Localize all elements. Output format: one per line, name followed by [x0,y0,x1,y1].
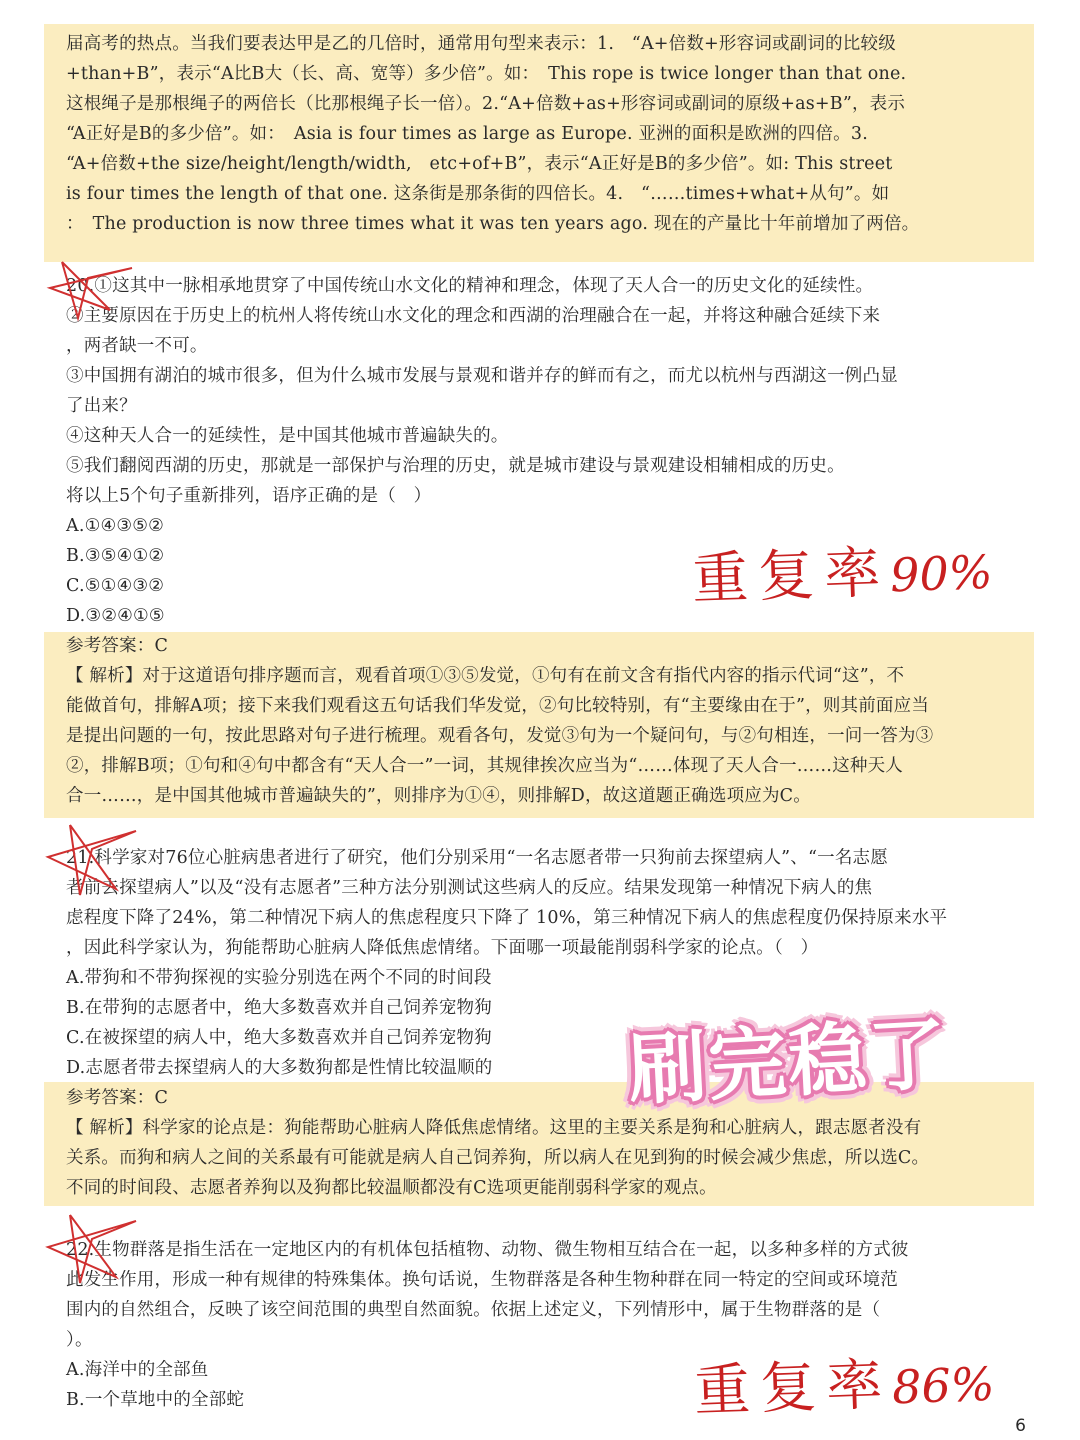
option-d: D.③②④①⑤ [66,606,165,626]
sticker-text: 刷完稳了 [626,1009,951,1117]
question-text: 虑程度下降了24%，第二种情况下病人的焦虑程度只下降了 10%，第三种情况下病人的焦虑程度仍保持原来水平 [66,908,948,928]
option-a: A.①④③⑤② [66,516,165,536]
question-text: ④这种天人合一的延续性，是中国其他城市普遍缺失的。 [66,426,509,446]
repeat-rate-label: 重复率 [691,540,892,613]
option-a: A.带狗和不带狗探视的实验分别选在两个不同的时间段 [66,968,492,988]
text-line: “A+倍数+the size/height/length/width, etc+of+B”，表示“A正好是B的多少倍”。如: This street [66,154,893,174]
repeat-rate-note [691,525,994,615]
repeat-rate-value: 86% [891,1356,996,1415]
option-b: B.③⑤④①② [66,546,165,566]
page-number: 6 [1015,1416,1026,1436]
analysis-text: ②，排解B项；①句和④句中都含有“天人合一”一词，其规律挨次应当为“……体现了天人合一……这种天人 [66,756,903,776]
question-prompt: 将以上5个句子重新排列，语序正确的是（ ） [66,486,432,506]
analysis-text: 【 解析】科学家的论点是：狗能帮助心脏病人降低焦虑情绪。这里的主要关系是狗和心脏病人，跟志愿者没有 [66,1118,922,1138]
answer-label: 参考答案：C [66,1088,169,1108]
question-text: ，两者缺一不可。 [66,336,208,356]
option-a: A.海洋中的全部鱼 [66,1360,209,1380]
star-mark-icon [40,248,140,328]
question-text: 21.科学家对76位心脏病患者进行了研究，他们分别采用“一名志愿者带一只狗前去探望病人”、“一名志愿 [66,848,888,868]
analysis-text: 不同的时间段、志愿者养狗以及狗都比较温顺都没有C选项更能削弱科学家的观点。 [66,1178,717,1198]
text-line: +than+B”，表示“A比B大（长、高、宽等）多少倍”。如： This rope is twice longer than that one. [66,64,907,84]
repeat-rate-note [693,1337,996,1427]
question-text: ）。 [66,1330,93,1350]
question-text: 围内的自然组合，反映了该空间范围的典型自然面貌。依据上述定义，下列情形中，属于生物群落的是（ [66,1300,881,1320]
question-text: 20.①这其中一脉相承地贯穿了中国传统山水文化的精神和理念，体现了天人合一的历史文化的延续性。 [66,276,874,296]
text-line: 届高考的热点。当我们要表达甲是乙的几倍时，通常用句型来表示：1. “A+倍数+形容词或副词的比较级 [66,34,896,54]
question-text: 22.生物群落是指生活在一定地区内的有机体包括植物、动物、微生物相互结合在一起，以多种多样的方式彼 [66,1240,909,1260]
analysis-text: 【 解析】对于这道语句排序题而言，观看首项①③⑤发觉，①句有在前文含有指代内容的指示代词“这”，不 [66,666,905,686]
repeat-rate-label: 重复率 [693,1352,894,1425]
analysis-text: 关系。而狗和病人之间的关系最有可能就是病人自己饲养狗，所以病人在见到狗的时候会减少焦虑，所以选C。 [66,1148,930,1168]
question-text: ⑤我们翻阅西湖的历史，那就是一部保护与治理的历史，就是城市建设与景观建设相辅相成的历史。 [66,456,845,476]
answer-label: 参考答案：C [66,636,169,656]
option-c: C.⑤①④③② [66,576,165,596]
option-d: D.志愿者带去探望病人的大多数狗都是性情比较温顺的 [66,1058,493,1078]
text-line: is four times the length of that one. 这条街是那条街的四倍长。4. “……times+what+从句”。如 [66,184,890,204]
option-b: B.在带狗的志愿者中，绝大多数喜欢并自己饲养宠物狗 [66,998,492,1018]
analysis-text: 是提出问题的一句，按此思路对句子进行梳理。观看各句，发觉③句为一个疑问句，与②句相连，一问一答为③ [66,726,934,746]
star-mark-icon [40,1205,140,1290]
analysis-text: 能做首句，排解A项；接下来我们观看这五句话我们华发觉，②句比较特别，有“主要缘由在于”，则其前面应当 [66,696,930,716]
text-line: 这根绳子是那根绳子的两倍长（比那根绳子长一倍）。2.“A+倍数+as+形容词或副词的原级+as+B”，表示 [66,94,906,114]
text-line: ： The production is now three times what it was ten years ago. 现在的产量比十年前增加了两倍。 [66,214,920,234]
option-c: C.在被探望的病人中，绝大多数喜欢并自己饲养宠物狗 [66,1028,492,1048]
question-text: 者前去探望病人”以及“没有志愿者”三种方法分别测试这些病人的反应。结果发现第一种情况下病人的焦 [66,878,873,898]
star-mark-icon [40,815,140,905]
question-text: ②主要原因在于历史上的杭州人将传统山水文化的理念和西湖的治理融合在一起，并将这种融合延续下来 [66,306,881,326]
question-text: 了出来？ [66,396,137,416]
option-b: B.一个草地中的全部蛇 [66,1390,245,1410]
question-text: ③中国拥有湖泊的城市很多，但为什么城市发展与景观和谐并存的鲜而有之，而尤以杭州与西湖这一例凸显 [66,366,898,386]
text-line: “A正好是B的多少倍”。如： Asia is four times as large as Europe. 亚洲的面积是欧洲的四倍。3. [66,124,868,144]
question-text: 此发生作用，形成一种有规律的特殊集体。换句话说，生物群落是各种生物种群在同一特定的空间或环境范 [66,1270,898,1290]
question-text: ，因此科学家认为，狗能帮助心脏病人降低焦虑情绪。下面哪一项最能削弱科学家的论点。（ ） [66,938,819,958]
repeat-rate-value: 90% [889,544,994,603]
analysis-text: 合一……，是中国其他城市普遍缺失的”，则排序为①④，则排解D，故这道题正确选项应为C。 [66,786,811,806]
